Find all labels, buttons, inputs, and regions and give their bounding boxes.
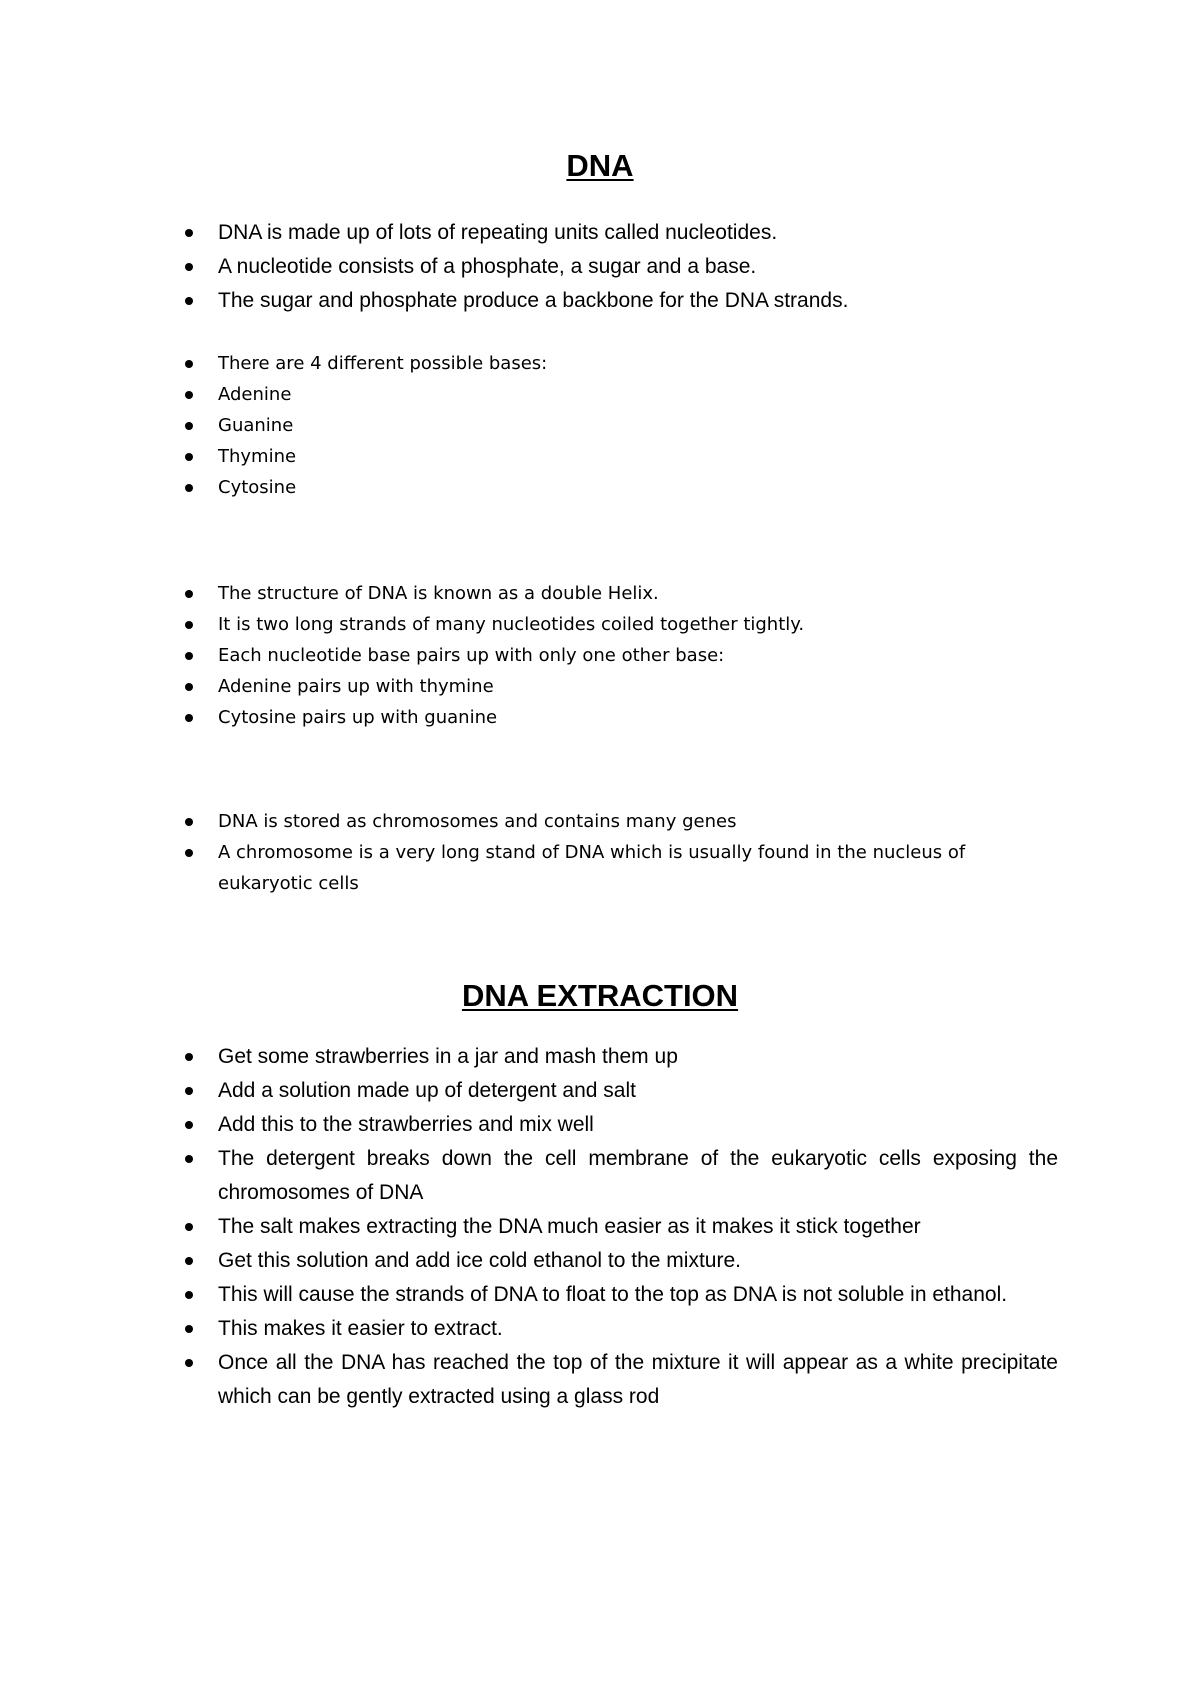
list-item-text: There are 4 different possible bases: (218, 353, 548, 374)
bullet-icon (185, 360, 193, 368)
list-item (0, 1210, 1058, 1244)
structure-list (0, 578, 1058, 733)
list-item (0, 806, 1058, 837)
list-item (0, 410, 1058, 441)
list-item (0, 671, 1058, 702)
bullet-icon (185, 453, 193, 461)
bullet-icon (185, 849, 193, 857)
list-item (0, 1040, 1058, 1074)
bullet-icon (185, 1325, 193, 1333)
bullet-icon (185, 422, 193, 430)
list-item (0, 1346, 1058, 1414)
bullet-icon (185, 714, 193, 722)
list-item (0, 216, 1058, 250)
dna-intro-list (0, 216, 1058, 318)
list-item-text: The sugar and phosphate produce a backbone for the DNA strands. (218, 289, 849, 312)
bullet-icon (185, 1121, 193, 1129)
bases-list (0, 348, 1058, 503)
list-item-text: Thymine (218, 446, 297, 467)
list-item-text: Add this to the strawberries and mix well (218, 1113, 594, 1136)
list-item-text: DNA is made up of lots of repeating units called nucleotides. (218, 221, 778, 244)
list-item (0, 640, 1058, 671)
bullet-icon (185, 263, 193, 271)
list-item (0, 1244, 1058, 1278)
list-item-text: DNA is stored as chromosomes and contains many genes (218, 811, 737, 832)
list-item (0, 702, 1058, 733)
list-item-text: The detergent breaks down the cell membrane of the eukaryotic cells exposing the chromosomes of DNA (218, 1147, 1058, 1204)
list-item-text: This will cause the strands of DNA to float to the top as DNA is not soluble in ethanol. (218, 1283, 1008, 1306)
list-item (0, 1312, 1058, 1346)
bullet-icon (185, 1257, 193, 1265)
list-item (0, 1142, 1058, 1210)
bullet-icon (185, 229, 193, 237)
extraction-steps-list (0, 1040, 1058, 1414)
heading-dna: DNA (566, 148, 634, 183)
bullet-icon (185, 652, 193, 660)
list-item (0, 472, 1058, 503)
list-item-text: Get some strawberries in a jar and mash them up (218, 1045, 678, 1068)
list-item-text: Adenine (218, 384, 292, 405)
bullet-icon (185, 1053, 193, 1061)
list-item (0, 250, 1058, 284)
list-item (0, 1278, 1058, 1312)
list-item-text: Cytosine pairs up with guanine (218, 707, 498, 728)
list-item (0, 1074, 1058, 1108)
bullet-icon (185, 683, 193, 691)
list-item (0, 379, 1058, 410)
list-item-text: Guanine (218, 415, 294, 436)
list-item-text: Adenine pairs up with thymine (218, 676, 494, 697)
bullet-icon (185, 484, 193, 492)
list-item-text: It is two long strands of many nucleotides coiled together tightly. (218, 614, 805, 635)
list-item (0, 348, 1058, 379)
bullet-icon (185, 1223, 193, 1231)
list-item-text: Get this solution and add ice cold ethanol to the mixture. (218, 1249, 741, 1272)
list-item-text: Each nucleotide base pairs up with only one other base: (218, 645, 725, 666)
bullet-icon (185, 1291, 193, 1299)
bullet-icon (185, 1155, 193, 1163)
list-item-text: The structure of DNA is known as a double Helix. (218, 583, 659, 604)
bullet-icon (185, 1087, 193, 1095)
list-item-text: Add a solution made up of detergent and salt (218, 1079, 636, 1102)
list-item-text: Once all the DNA has reached the top of the mixture it will appear as a white precipitate which can be gently extracted using a glass rod (218, 1351, 1058, 1408)
list-item (0, 284, 1058, 318)
list-item (0, 837, 1058, 899)
list-item (0, 578, 1058, 609)
list-item-text: A chromosome is a very long stand of DNA which is usually found in the nucleus of eukaryotic cells (218, 842, 966, 894)
bullet-icon (185, 621, 193, 629)
list-item-text: The salt makes extracting the DNA much easier as it makes it stick together (218, 1215, 921, 1238)
bullet-icon (185, 818, 193, 826)
bullet-icon (185, 391, 193, 399)
list-item (0, 609, 1058, 640)
chromosomes-list (0, 806, 1058, 899)
list-item (0, 441, 1058, 472)
list-item-text: This makes it easier to extract. (218, 1317, 503, 1340)
list-item-text: Cytosine (218, 477, 297, 498)
bullet-icon (185, 1359, 193, 1367)
list-item (0, 1108, 1058, 1142)
bullet-icon (185, 297, 193, 305)
heading-dna-extraction: DNA EXTRACTION (461, 978, 739, 1013)
bullet-icon (185, 590, 193, 598)
list-item-text: A nucleotide consists of a phosphate, a sugar and a base. (218, 255, 757, 278)
